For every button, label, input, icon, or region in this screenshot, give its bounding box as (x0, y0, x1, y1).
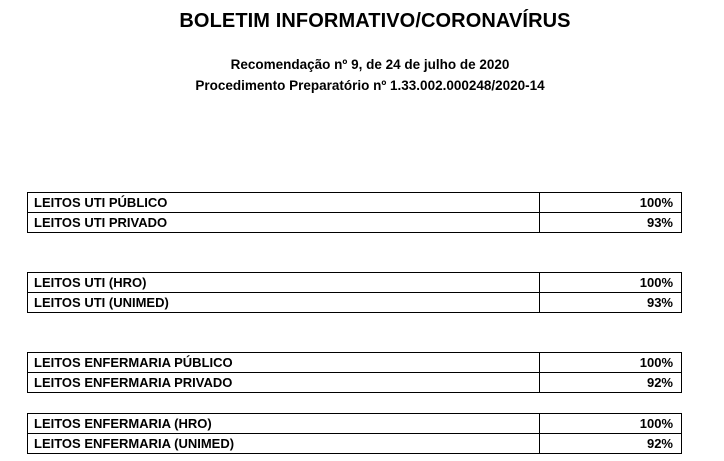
table-row (28, 353, 682, 373)
row-percentage: 92% (540, 373, 682, 393)
row-label: LEITOS UTI PÚBLICO (28, 193, 540, 213)
row-label: LEITOS ENFERMARIA (HRO) (28, 414, 540, 434)
table-row (28, 373, 682, 393)
table-row (28, 414, 682, 434)
page-title: BOLETIM INFORMATIVO/CORONAVÍRUS (179, 10, 571, 32)
table-row (28, 273, 682, 293)
row-label: LEITOS ENFERMARIA (UNIMED) (28, 434, 540, 454)
row-label: LEITOS UTI (HRO) (28, 273, 540, 293)
row-label: LEITOS UTI (UNIMED) (28, 293, 540, 313)
occupancy-table-uti-hospitals (27, 272, 682, 313)
table-row (28, 193, 682, 213)
occupancy-table-ward-public-private (27, 352, 682, 393)
row-label: LEITOS ENFERMARIA PRIVADO (28, 373, 540, 393)
row-percentage: 100% (540, 193, 682, 213)
row-label: LEITOS UTI PRIVADO (28, 213, 540, 233)
row-percentage: 100% (540, 273, 682, 293)
table-row (28, 434, 682, 454)
table-row (28, 293, 682, 313)
procedure-line: Procedimento Preparatório nº 1.33.002.000248/2020-14 (195, 78, 545, 93)
table-row (28, 213, 682, 233)
row-percentage: 93% (540, 293, 682, 313)
row-percentage: 93% (540, 213, 682, 233)
row-percentage: 92% (540, 434, 682, 454)
row-percentage: 100% (540, 353, 682, 373)
occupancy-table-ward-hospitals (27, 413, 682, 454)
row-label: LEITOS ENFERMARIA PÚBLICO (28, 353, 540, 373)
recommendation-line: Recomendação nº 9, de 24 de julho de 2020 (230, 57, 510, 72)
row-percentage: 100% (540, 414, 682, 434)
occupancy-table-uti-public-private (27, 192, 682, 233)
